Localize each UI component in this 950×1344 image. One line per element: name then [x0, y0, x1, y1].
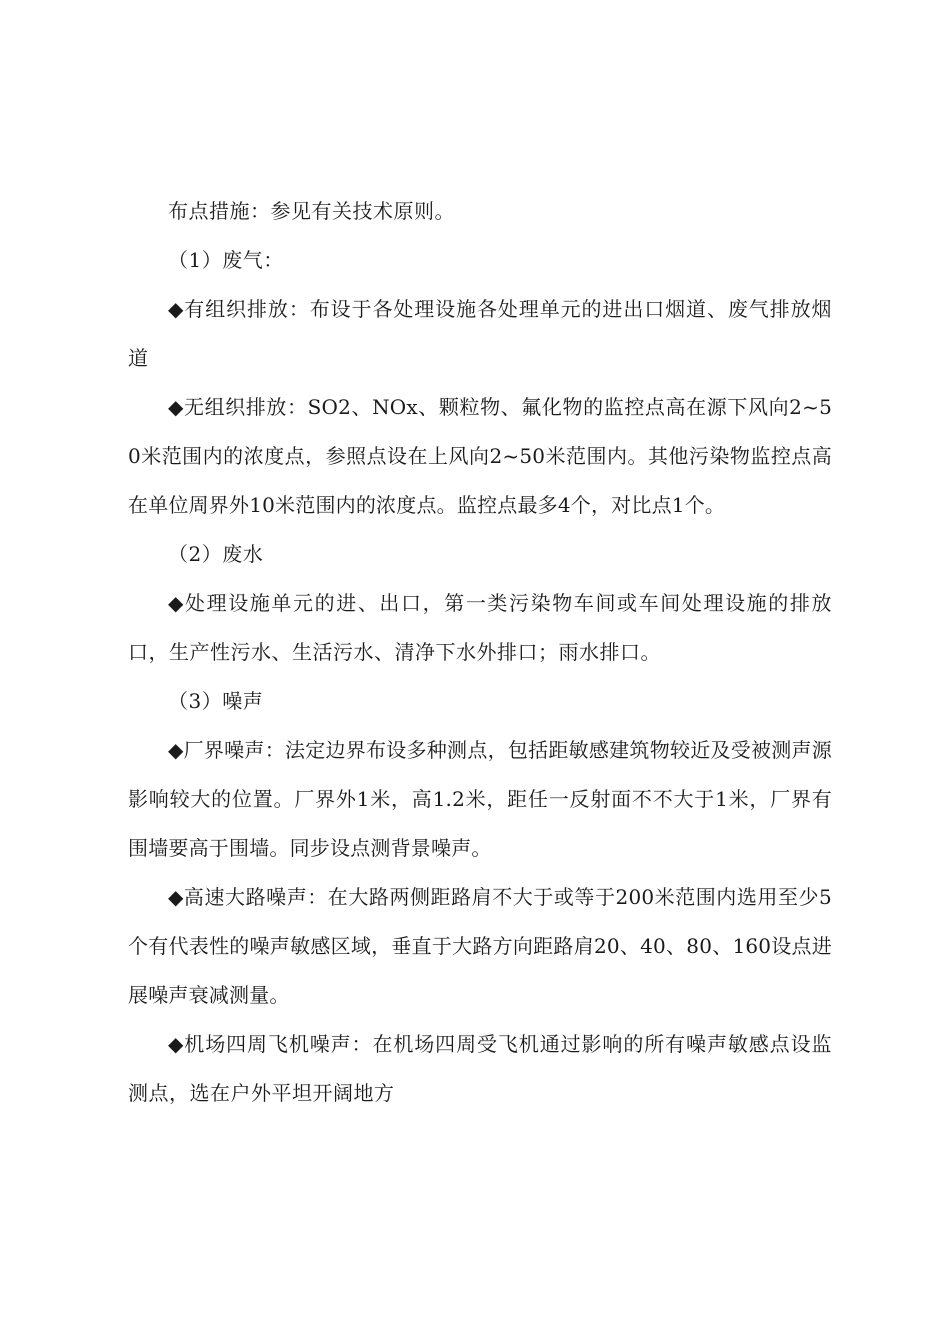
- paragraph-highway-noise: ◆高速大路噪声：在大路两侧距路肩不大于或等于200米范围内选用至少5个有代表性的噪声敏感区域，垂直于大路方向距路肩20、40、80、160设点进展噪声衰减测量。: [128, 885, 832, 1007]
- heading-waste-gas: （1）废气：: [168, 248, 284, 272]
- paragraph-boundary-noise: ◆厂界噪声：法定边界布设多种测点，包括距敏感建筑物较近及受被测声源影响较大的位置。厂界外1米，高1.2米，距任一反射面不不大于1米，厂界有围墙要高于围墙。同步设点测背景噪声。: [128, 738, 832, 860]
- paragraph-waste-water-points: ◆处理设施单元的进、出口，第一类污染物车间或车间处理设施的排放口，生产性污水、生活污水、清净下水外排口；雨水排口。: [128, 591, 832, 664]
- paragraph-airport-noise: ◆机场四周飞机噪声：在机场四周受飞机通过影响的所有噪声敏感点设监测点，选在户外平坦开阔地方: [128, 1032, 832, 1105]
- paragraph-layout-measures: 布点措施：参见有关技术原则。: [168, 199, 455, 223]
- document-body: [128, 187, 832, 1118]
- heading-waste-water: （2）废水: [168, 542, 264, 566]
- paragraph-unorganized-emission: ◆无组织排放：SO2、NOx、颗粒物、氟化物的监控点高在源下风向2~50米范围内的浓度点，参照点设在上风向2~50米范围内。其他污染物监控点高在单位周界外10米范围内的浓度点。监控点最多4个，对比点1个。: [128, 395, 832, 517]
- paragraph-organized-emission: ◆有组织排放：布设于各处理设施各处理单元的进出口烟道、废气排放烟道: [128, 297, 832, 370]
- heading-noise: （3）噪声: [168, 689, 264, 713]
